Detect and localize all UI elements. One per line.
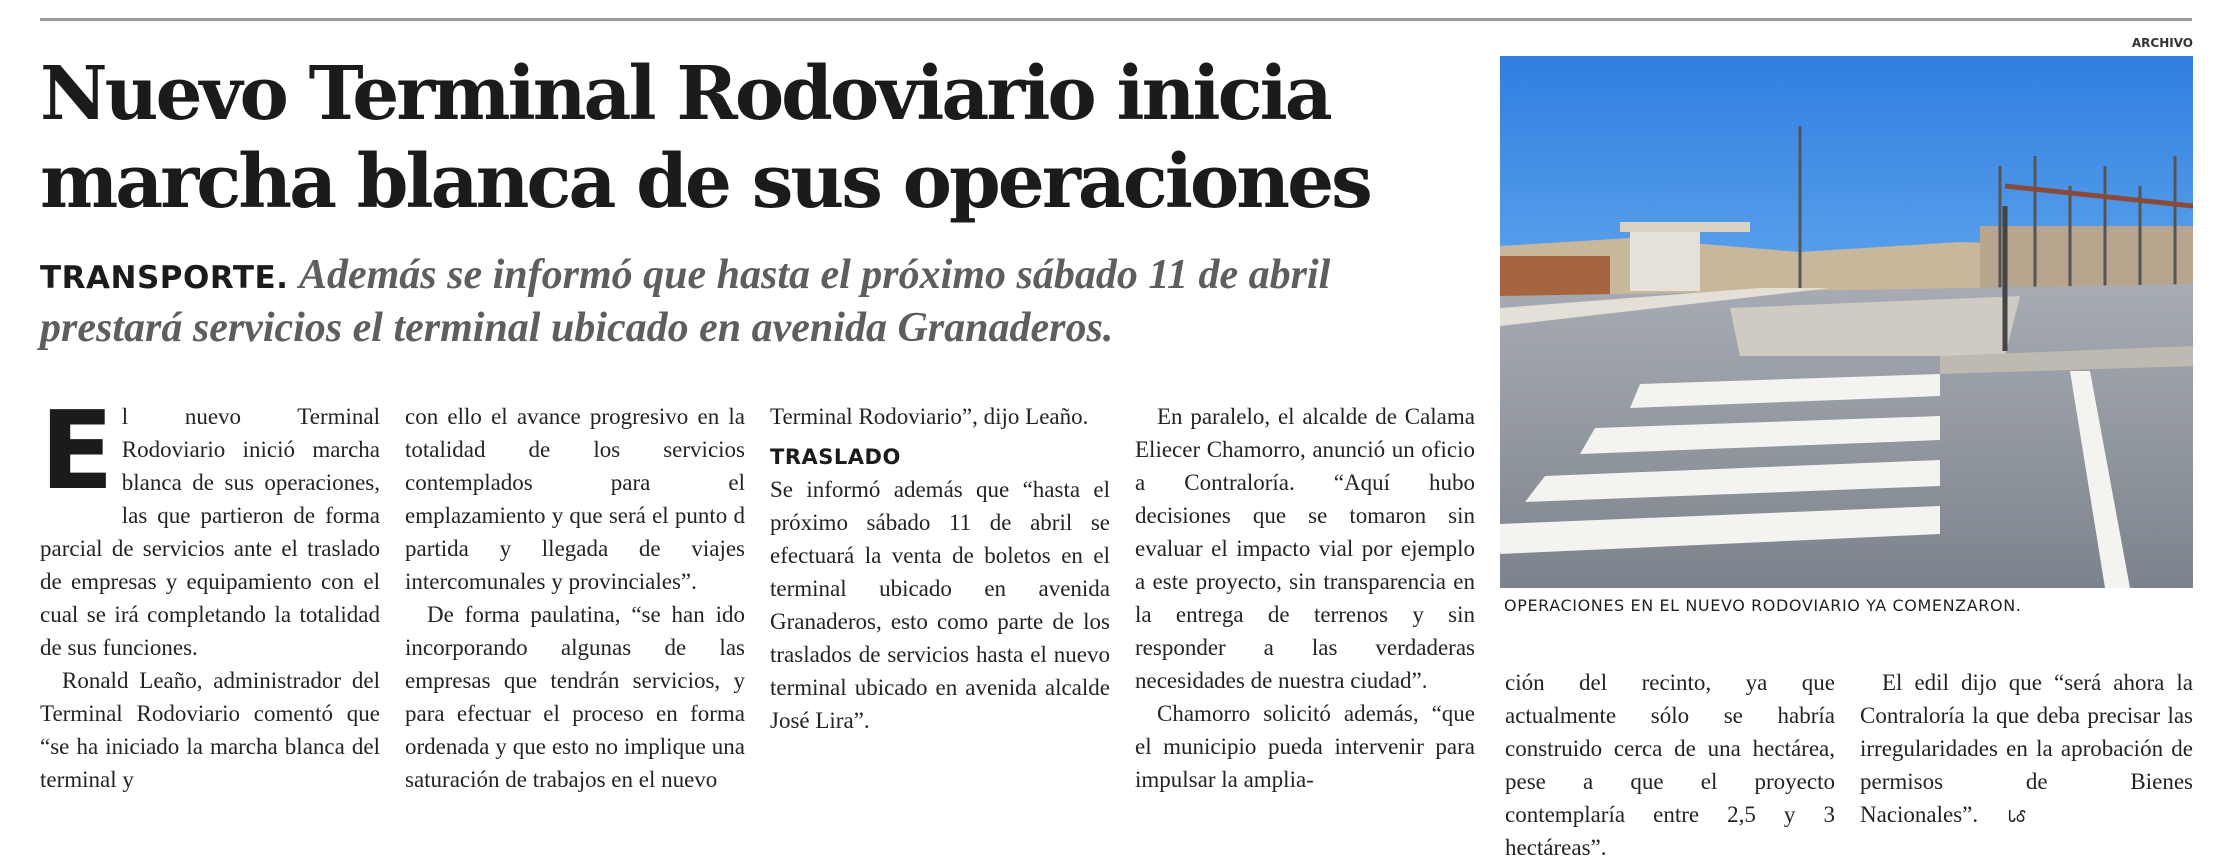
paragraph: con ello el avance progresivo en la totalidad de los servicios contemplados para el emplazamiento y que será el punto d partida y llegada de viajes intercomunales y provinciales”. bbox=[405, 404, 745, 594]
photo-booth-roof bbox=[1620, 222, 1750, 232]
author-initials: ᏓᎴ bbox=[2008, 807, 2027, 826]
section-kicker: TRANSPORTE. bbox=[40, 260, 289, 296]
body-column-1 bbox=[40, 389, 380, 796]
top-rule bbox=[40, 18, 2192, 21]
deck-line-2 bbox=[40, 303, 1480, 353]
deck-text-2: prestará servicios el terminal ubicado en avenida Granaderos. bbox=[40, 305, 1114, 351]
headline bbox=[40, 50, 1480, 226]
photo-booth bbox=[1630, 231, 1700, 291]
paragraph: Se informó además que “hasta el próximo sábado 11 de abril se efectuará la venta de boletos en el terminal ubicado en avenida Granaderos, esto como parte de los traslados de servicios hasta el nuevo terminal ubicado en avenida alcalde José Lira”. bbox=[770, 477, 1110, 733]
body-column-5 bbox=[1505, 666, 1835, 864]
body-column-3 bbox=[770, 400, 1110, 737]
terminal-photo bbox=[1500, 56, 2193, 588]
deck bbox=[40, 250, 1480, 353]
drop-cap: E bbox=[40, 389, 114, 514]
photo-caption: OPERACIONES EN EL NUEVO RODOVIARIO YA COMENZARON. bbox=[1504, 596, 2022, 615]
body-column-2 bbox=[405, 400, 745, 796]
paragraph: En paralelo, el alcalde de Calama Eliecer Chamorro, anunció un oficio a Contraloría. “Aquí hubo decisiones que se tomaron sin evaluar el impacto vial por ejemplo a este proyecto, sin transparencia en la entrega de terrenos y sin responder a las verdaderas necesidades de nuestra ciudad”. bbox=[1135, 404, 1475, 693]
deck-text-1: Además se informó que hasta el próximo sábado 11 de abril bbox=[298, 252, 1331, 298]
paragraph bbox=[1860, 666, 2193, 833]
paragraph: Ronald Leaño, administrador del Terminal Rodoviario comentó que “se ha iniciado la marcha blanca del terminal y bbox=[40, 668, 380, 792]
headline-line-2: marcha blanca de sus operaciones bbox=[40, 139, 1370, 225]
deck-line-1 bbox=[40, 250, 1480, 303]
paragraph: Chamorro solicitó además, “que el municipio pueda intervenir para impulsar la amplia- bbox=[1135, 701, 1475, 792]
subhead-traslado: TRASLADO bbox=[770, 445, 901, 469]
paragraph-text: El edil dijo que “será ahora la Contraloría la que deba precisar las irregularidades en la aprobación de permisos de Bienes Nacionales”. bbox=[1860, 670, 2193, 827]
body-column-6 bbox=[1860, 666, 2193, 833]
headline-line-1: Nuevo Terminal Rodoviario inicia bbox=[40, 51, 1330, 137]
body-column-4 bbox=[1135, 400, 1475, 796]
photo-credit: ARCHIVO bbox=[2131, 36, 2193, 50]
paragraph-text: l nuevo Terminal Rodoviario inició marcha blanca de sus operaciones, las que partieron de forma parcial de servicios ante el traslado de empresas y equipamiento con el cual se irá completando la totalidad de sus funciones. bbox=[40, 404, 380, 660]
paragraph bbox=[40, 389, 380, 664]
paragraph: Terminal Rodoviario”, dijo Leaño. bbox=[770, 404, 1089, 429]
paragraph: De forma paulatina, “se han ido incorporando algunas de las empresas que tendrán servicios, y para efectuar el proceso en forma ordenada y que esto no implique una saturación de trabajos en el nuevo bbox=[405, 602, 745, 792]
paragraph: ción del recinto, ya que actualmente sólo se habría construido cerca de una hectárea, pese a que el proyecto contemplaría entre 2,5 y 3 hectáreas”. bbox=[1505, 670, 1835, 860]
